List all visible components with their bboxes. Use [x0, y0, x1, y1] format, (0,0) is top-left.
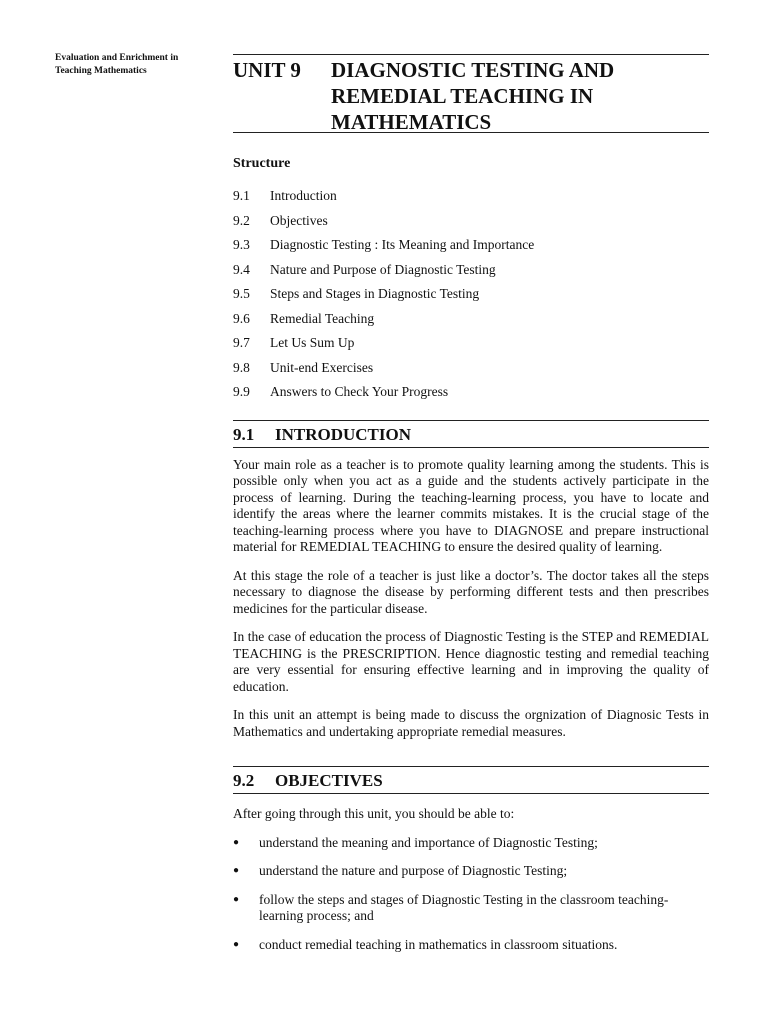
structure-heading: Structure [233, 156, 291, 171]
section-title: OBJECTIVES [275, 771, 383, 790]
unit-title-line-1: DIAGNOSTIC TESTING AND [331, 58, 615, 82]
section-number: 9.2 [233, 771, 255, 790]
toc-item-number: 9.9 [233, 384, 250, 399]
toc-item-number: 9.5 [233, 286, 250, 301]
running-header-line-1: Evaluation and Enrichment in [55, 53, 179, 63]
toc-item [233, 331, 709, 356]
section-title: INTRODUCTION [275, 424, 412, 444]
list-item [233, 892, 709, 925]
paragraph: In this unit an attempt is being made to discuss the orgnization of Diagnosic Tests in Mathematics and undertaking appropriate remedial measures. [233, 707, 709, 739]
toc-item-title: Introduction [270, 188, 337, 203]
toc-item-number: 9.3 [233, 237, 250, 252]
section-heading-introduction [233, 420, 709, 448]
page-body [233, 54, 709, 953]
list-item [233, 863, 709, 880]
toc-item-title: Unit-end Exercises [270, 359, 374, 375]
section-number: 9.1 [233, 424, 255, 444]
toc-item [233, 380, 709, 405]
toc-item-number: 9.2 [233, 212, 250, 228]
running-header [55, 52, 215, 78]
toc-item [233, 233, 709, 258]
toc-item-title: Answers to Check Your Progress [270, 384, 449, 399]
list-item [233, 937, 709, 954]
list-item [233, 835, 709, 852]
unit-title [331, 57, 709, 134]
toc-item-number: 9.4 [233, 261, 250, 277]
list-item-text: understand the nature and purpose of Diagnostic Testing; [259, 863, 568, 878]
unit-title-line-2: REMEDIAL TEACHING IN [331, 84, 594, 108]
toc-item-number: 9.1 [233, 188, 250, 203]
unit-number: UNIT 9 [233, 58, 301, 82]
paragraph: Your main role as a teacher is to promote quality learning among the students. This is possible only when you act as a guide and the students actively participate in the process of learning. During the teaching-learning process, you have to locate and identify the areas where the learner commits mistakes. It is the crucial stage of the teaching-learning process where you have to DIAGNOSE and prepare instructional material for REMEDIAL TEACHING to ensure the desired quality of learning. [233, 456, 709, 554]
bullet-icon: ● [233, 865, 240, 876]
list-item-text: conduct remedial teaching in mathematics in classroom situations. [259, 936, 618, 952]
toc-item [233, 307, 709, 332]
toc-item-number: 9.8 [233, 359, 250, 375]
toc-item-title: Remedial Teaching [270, 310, 375, 326]
structure-list [233, 184, 709, 405]
unit-header [233, 54, 709, 133]
paragraph: At this stage the role of a teacher is just like a doctor’s. The doctor takes all the steps necessary to diagnose the disease by performing different tests and then prescribes medicines for the particular disease. [233, 567, 709, 616]
unit-title-line-3: MATHEMATICS [331, 110, 492, 134]
toc-item [233, 258, 709, 283]
toc-item-title: Let Us Sum Up [270, 335, 355, 350]
toc-item [233, 209, 709, 234]
toc-item-title: Diagnostic Testing : Its Meaning and Importance [270, 237, 535, 252]
toc-item-title: Objectives [270, 212, 328, 228]
bullet-icon: ● [233, 938, 240, 950]
toc-item [233, 282, 709, 307]
list-item-text: understand the meaning and importance of Diagnostic Testing; [259, 834, 598, 850]
running-header-line-2: Teaching Mathematics [55, 66, 147, 76]
toc-item [233, 184, 709, 209]
bullet-icon: ● [233, 893, 240, 905]
toc-item-number: 9.6 [233, 310, 250, 326]
toc-item-title: Nature and Purpose of Diagnostic Testing [270, 261, 496, 277]
bullet-icon: ● [233, 836, 240, 848]
toc-item-title: Steps and Stages in Diagnostic Testing [270, 286, 480, 301]
toc-item-number: 9.7 [233, 335, 250, 350]
section-heading-objectives [233, 766, 709, 794]
list-item-text: follow the steps and stages of Diagnostic Testing in the classroom teaching-learning process; and [259, 891, 669, 923]
objectives-lead: After going through this unit, you should be able to: [233, 806, 515, 821]
toc-item [233, 356, 709, 381]
paragraph: In the case of education the process of Diagnostic Testing is the STEP and REMEDIAL TEACHING is the PRESCRIPTION. Hence diagnostic testing and remedial teaching are very essential for ensuring effective learning and in improving the quality of education. [233, 629, 709, 694]
